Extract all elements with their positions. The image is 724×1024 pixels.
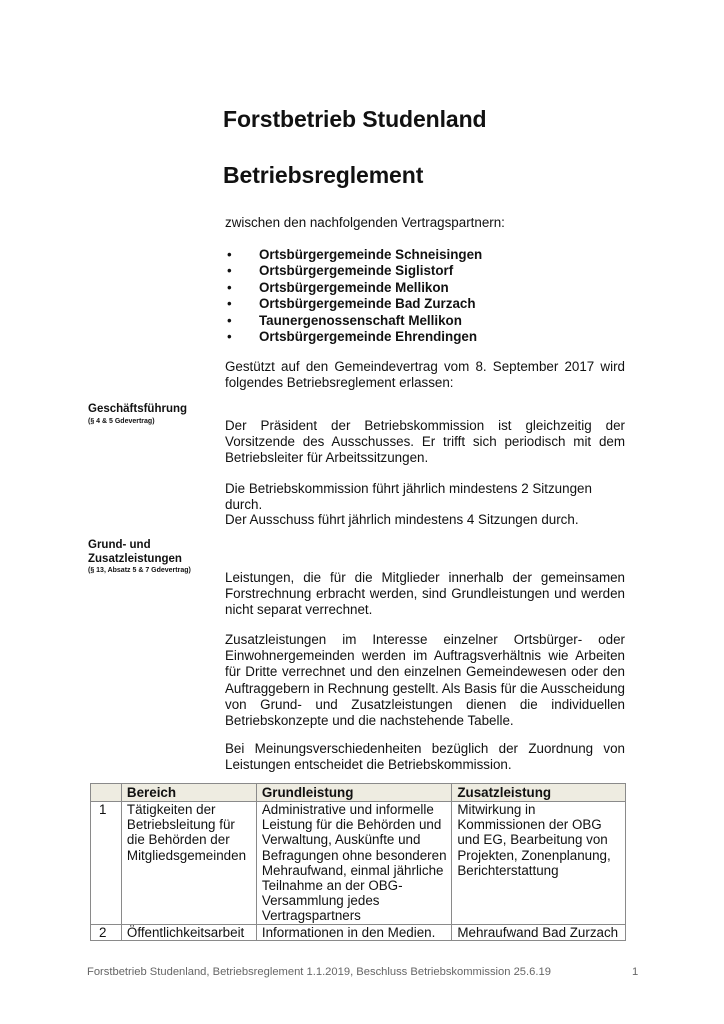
cell-zusatzleistung: Mehraufwand Bad Zurzach <box>452 924 626 940</box>
footer-text: Forstbetrieb Studenland, Betriebsreglement 1.1.2019, Beschluss Betriebskommission 25.6.19 <box>87 966 551 978</box>
list-item <box>225 280 645 296</box>
column-header-number <box>91 784 122 802</box>
section-title: Geschäftsführung <box>88 403 188 415</box>
cell-zusatzleistung: Mitwirkung in Kommissionen der OBG und EG, Bearbeitung von Projekten, Zonenplanung, Berichterstattung <box>452 802 626 925</box>
bullet-icon: • <box>227 263 232 279</box>
partner-name: Ortsbürgergemeinde Mellikon <box>259 279 449 295</box>
bullet-icon: • <box>227 329 232 345</box>
page-number: 1 <box>632 966 639 978</box>
partner-name: Ortsbürgergemeinde Schneisingen <box>259 247 483 262</box>
paragraph: Der Ausschuss führt jährlich mindestens 4 Sitzungen durch. <box>225 512 579 527</box>
cell-bereich: Öffentlichkeitsarbeit <box>121 924 256 940</box>
paragraph: Bei Meinungsverschiedenheiten bezüglich der Zuordnung von Leistungen entscheidet die Betriebskommission. <box>225 741 625 773</box>
column-header-zusatzleistung: Zusatzleistung <box>452 784 626 802</box>
row-number: 1 <box>91 802 122 925</box>
cell-grundleistung: Informationen in den Medien. <box>256 924 451 940</box>
cell-bereich: Tätigkeiten der Betriebsleitung für die Behörden der Mitgliedsgemeinden <box>121 802 256 925</box>
paragraph: Leistungen, die für die Mitglieder innerhalb der gemeinsamen Forstrechnung erbracht werden, sind Grundleistungen und werden nicht separat verrechnet. <box>225 570 625 618</box>
intro-text: zwischen den nachfolgenden Vertragspartnern: <box>225 215 505 230</box>
bullet-icon: • <box>227 279 232 295</box>
table-row <box>91 802 626 925</box>
list-item <box>225 247 645 263</box>
partner-name: Ortsbürgergemeinde Bad Zurzach <box>259 296 476 312</box>
section-title-line2: Zusatzleistungen <box>88 552 182 565</box>
table-header-row <box>91 784 626 802</box>
bullet-icon: • <box>227 296 232 312</box>
list-item <box>225 296 645 312</box>
list-item <box>225 263 645 279</box>
list-item <box>225 313 645 329</box>
bullet-icon: • <box>227 312 232 328</box>
section-heading-grund-zusatzleistungen <box>88 539 228 575</box>
partner-name: Taunergenossenschaft Mellikon <box>259 312 462 328</box>
section-reference: (§ 13, Absatz 5 & 7 Gdevertrag) <box>88 567 191 574</box>
cell-grundleistung: Administrative und informelle Leistung für die Behörden und Verwaltung, Auskünfte und Befragungen ohne besonderen Mehraufwand, einmal jährliche Teilnahme an der OBG-Versammlung jedes Vertragspartners <box>256 802 451 925</box>
preamble-text: Gestützt auf den Gemeindevertrag vom 8. September 2017 wird folgendes Betriebsreglement erlassen: <box>225 359 625 391</box>
document-title: Forstbetrieb Studenland <box>223 106 487 132</box>
document-subtitle: Betriebsreglement <box>223 162 424 188</box>
paragraph: Der Präsident der Betriebskommission ist gleichzeitig der Vorsitzende des Ausschusses. Er trifft sich periodisch mit dem Betriebsleiter für Arbeitssitzungen. <box>225 418 625 466</box>
row-number: 2 <box>91 924 122 940</box>
partner-list <box>225 247 645 345</box>
partner-name: Ortsbürgergemeinde Siglistorf <box>259 263 454 279</box>
section-title-line1: Grund- und <box>88 539 151 551</box>
list-item <box>225 329 645 345</box>
services-table <box>90 783 626 941</box>
bullet-icon: • <box>227 247 232 262</box>
partner-name: Ortsbürgergemeinde Ehrendingen <box>259 329 478 345</box>
paragraph: Die Betriebskommission führt jährlich mindestens 2 Sitzungen durch. <box>225 481 592 513</box>
paragraph: Zusatzleistungen im Interesse einzelner Ortsbürger- oder Einwohnergemeinden werden im Auftragsverhältnis wie Arbeiten für Dritte verrechnet und den einzelnen Gemeindewesen oder den Auftraggebern in Rechnung gestellt. Als Basis für die Ausscheidung von Grund- und Zusatzleistungen dienen die individuellen Betriebskonzepte und die nachstehende Tabelle. <box>225 632 625 729</box>
section-reference: (§ 4 & 5 Gdevertrag) <box>88 417 155 425</box>
column-header-bereich: Bereich <box>121 784 256 802</box>
section-heading-geschaeftsfuehrung <box>88 403 223 426</box>
column-header-grundleistung: Grundleistung <box>256 784 451 802</box>
table-row <box>91 924 626 940</box>
